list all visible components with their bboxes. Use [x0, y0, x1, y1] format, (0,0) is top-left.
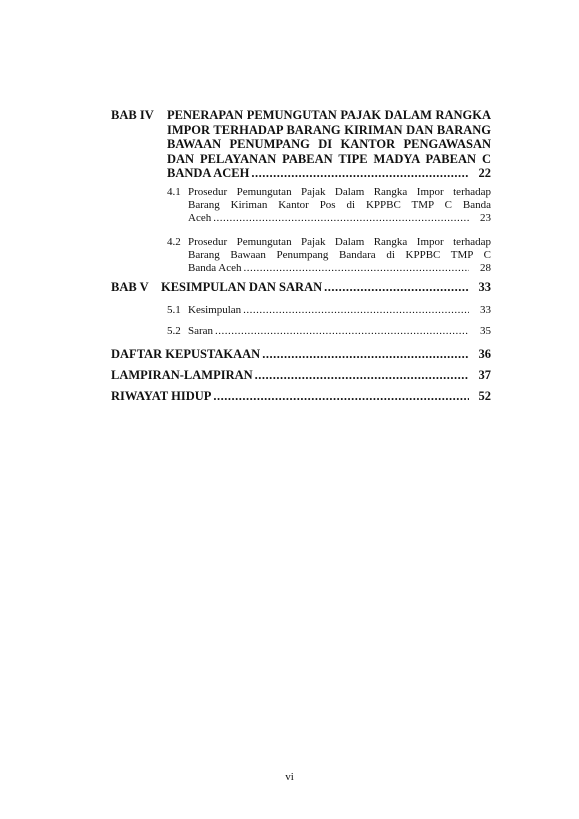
page-ref: 33 [480, 304, 491, 316]
toc-entry-4-1[interactable] [111, 186, 491, 230]
dot-leader [255, 368, 469, 383]
section-title-line: Barang Kiriman Kantor Pos di KPPBC TMP C Banda [188, 199, 491, 211]
chapter-title-line: BAWAAN PENUMPANG DI KANTOR PENGAWASAN [167, 137, 491, 151]
dot-leader [324, 280, 469, 295]
chapter-label: BAB IV [111, 108, 154, 122]
section-number: 4.1 [167, 186, 181, 198]
section-title: Saran [188, 325, 214, 337]
section-title-line: Prosedur Pemungutan Pajak Dalam Rangka Impor terhadap [188, 236, 491, 248]
page-ref: 35 [480, 325, 491, 337]
toc-entry-5-2[interactable] [111, 325, 491, 339]
toc-entry-bab-v[interactable] [111, 280, 491, 296]
chapter-title-line: BANDA ACEH [167, 166, 250, 180]
page-number: vi [285, 771, 294, 783]
page-ref: 52 [478, 389, 491, 403]
table-of-contents [111, 108, 491, 405]
chapter-title-line: IMPOR TERHADAP BARANG KIRIMAN DAN BARANG [167, 122, 491, 137]
chapter-title: KESIMPULAN DAN SARAN [161, 280, 323, 294]
section-title-line: Aceh [188, 212, 212, 224]
chapter-title-line: PENERAPAN PEMUNGUTAN PAJAK DALAM RANGKA [167, 108, 491, 122]
toc-entry-4-2[interactable] [111, 236, 491, 280]
page-ref: 22 [478, 166, 491, 180]
dot-leader [215, 325, 469, 337]
section-title-line: Barang Bawaan Penumpang Bandara di KPPBC TMP C [188, 249, 491, 261]
section-title-line: Banda Aceh [188, 262, 242, 274]
page-ref: 28 [480, 262, 491, 274]
chapter-title-line: DAN PELAYANAN PABEAN TIPE MADYA PABEAN C [167, 151, 491, 166]
dot-leader [243, 304, 469, 316]
section-number: 5.2 [167, 325, 181, 337]
dot-leader [243, 262, 469, 275]
section-title: Kesimpulan [188, 304, 242, 316]
toc-entry-riwayat-hidup[interactable] [111, 389, 491, 405]
toc-entry-bab-iv[interactable] [111, 108, 491, 182]
dot-leader [213, 389, 469, 404]
toc-entry-lampiran[interactable] [111, 368, 491, 384]
page-ref: 36 [478, 347, 491, 361]
page-ref: 37 [478, 368, 491, 382]
dot-leader [251, 166, 469, 181]
entry-title: RIWAYAT HIDUP [111, 389, 212, 403]
chapter-label: BAB V [111, 280, 149, 294]
toc-entry-5-1[interactable] [111, 304, 491, 318]
toc-entry-daftar-kepustakaan[interactable] [111, 347, 491, 363]
page-ref: 23 [480, 212, 491, 224]
dot-leader [262, 347, 469, 362]
section-title-line: Prosedur Pemungutan Pajak Dalam Rangka Impor terhadap [188, 186, 491, 198]
dot-leader [213, 212, 469, 225]
section-number: 4.2 [167, 236, 181, 248]
entry-title: DAFTAR KEPUSTAKAAN [111, 347, 261, 361]
page-ref: 33 [478, 280, 491, 294]
section-number: 5.1 [167, 304, 181, 316]
entry-title: LAMPIRAN-LAMPIRAN [111, 368, 253, 382]
